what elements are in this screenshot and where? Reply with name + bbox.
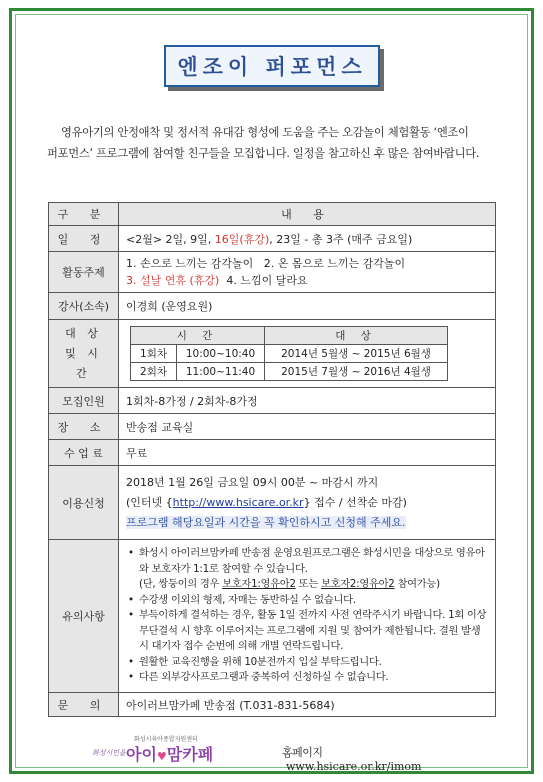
venue-row [49, 414, 496, 440]
target-row [49, 320, 496, 388]
target-col-target: 대 상 [265, 327, 448, 345]
logo-side-text: 화성시민을 [92, 749, 126, 757]
topics-label: 활동주제 [49, 252, 119, 293]
target-schedule-table [130, 326, 448, 381]
fee-label: 수 업 료 [49, 440, 119, 466]
notes-label: 유의사항 [49, 540, 119, 693]
logo-wordmark: 아이♥맘카페 [126, 745, 214, 764]
apply-notice: 프로그램 해당요일과 시간을 꼭 확인하시고 신청해 주세요. [126, 515, 406, 529]
intro-paragraph: 영유아기의 안정애착 및 정서적 유대감 형성에 도움을 주는 오감놀이 체험활동 ‘엔조이 퍼포먼스’ 프로그램에 참여할 친구들을 모집합니다. 일정을 참고하신 후 많은 참여바랍니다. [47, 126, 480, 160]
target-cell: 2015년 7월생 ~ 2016년 4월생 [265, 363, 448, 381]
program-info-table [48, 202, 496, 717]
homepage-line [282, 744, 452, 773]
header-label: 구 분 [49, 203, 119, 226]
capacity-row [49, 388, 496, 414]
imom-cafe-logo [92, 734, 222, 762]
topics-value [119, 252, 496, 293]
target-cell: 2014년 5월생 ~ 2015년 6월생 [265, 345, 448, 363]
fee-row [49, 440, 496, 466]
contact-value: 아이러브맘카페 반송점 (T.031-831-5684) [119, 693, 496, 717]
homepage-label: 홈페이지 [282, 746, 323, 759]
table-row [131, 363, 448, 381]
capacity-label: 모집인원 [49, 388, 119, 414]
capacity-value: 1회차-8가정 / 2회차-8가정 [119, 388, 496, 414]
venue-value: 반송점 교육실 [119, 414, 496, 440]
contact-row [49, 693, 496, 717]
apply-period: 2018년 1월 26일 금요일 09시 00분 ~ 마감시 까지 [126, 475, 379, 489]
twin-exception: (단, 쌍둥이의 경우 보호자1:영유아2 또는 보호자2:영유아2 참여가능) [139, 578, 440, 591]
logo-org-name: 화성시육아종합지원센터 [134, 736, 198, 743]
instructor-value: 이경희 (운영요원) [119, 293, 496, 320]
venue-label: 장 소 [49, 414, 119, 440]
time-cell: 11:00~11:40 [177, 363, 265, 381]
title-box [164, 45, 380, 87]
session-cell: 2회차 [131, 363, 177, 381]
target-label: 대 상 및 시 간 [49, 320, 119, 388]
table-header-row [49, 203, 496, 226]
schedule-row [49, 226, 496, 252]
topics-line-1: 1. 손으로 느끼는 감각놀이 2. 온 몸으로 느끼는 감각놀이 [126, 257, 406, 270]
contact-label: 문 의 [49, 693, 119, 717]
list-item: • 화성시 아이러브맘카페 반송점 운영요원프로그램은 화성시민을 대상으로 영유아와 보호자가 1:1로 참여할 수 있습니다. (단, 쌍둥이의 경우 보호자1:영유아2 또는 보호자2:영유아2 참여가능) [127, 546, 489, 593]
apply-label: 이용신청 [49, 466, 119, 540]
apply-value [119, 466, 496, 540]
instructor-label: 강사(소속) [49, 293, 119, 320]
schedule-prefix: <2월> 2일, 9일, [126, 232, 215, 246]
schedule-suffix: , 23일 - 총 3주 (매주 금요일) [269, 232, 413, 246]
time-cell: 10:00~10:40 [177, 345, 265, 363]
schedule-label: 일 정 [49, 226, 119, 252]
table-row [131, 345, 448, 363]
topics-holiday: 3. 설날 연휴 (휴강) [126, 274, 220, 287]
homepage-url-link[interactable]: www.hsicare.or.kr/imom [286, 760, 422, 773]
topics-row [49, 252, 496, 293]
apply-row [49, 466, 496, 540]
footer [92, 734, 452, 773]
target-value [119, 320, 496, 388]
list-item: • 다른 외부강사프로그램과 중복하여 신청하실 수 없습니다. [127, 670, 489, 686]
heart-icon: ♥ [156, 750, 167, 763]
apply-website-link[interactable]: http://www.hsicare.or.kr [172, 495, 304, 509]
topics-line-2 [126, 272, 488, 289]
apply-method: (인터넷 {http://www.hsicare.or.kr} 접수 / 선착순 마감) [126, 495, 407, 509]
instructor-row [49, 293, 496, 320]
schedule-value [119, 226, 496, 252]
page-title: 엔조이 퍼포먼스 [177, 55, 367, 79]
list-item: • 부득이하게 결석하는 경우, 활동 1일 전까지 사전 연락주시기 바랍니다. 1회 이상 무단결석 시 향후 이루어지는 프로그램에 지원 및 참여가 제한됩니다. 결원 발생 시 대기자 접수 순번에 의해 개별 연락드립니다. [127, 608, 489, 655]
schedule-holiday: 16일(휴강) [214, 232, 270, 246]
list-item: • 수강생 이외의 형제, 자매는 동반하실 수 없습니다. [127, 593, 489, 609]
target-table-header [131, 327, 448, 345]
fee-value: 무료 [119, 440, 496, 466]
session-cell: 1회차 [131, 345, 177, 363]
notes-list [127, 546, 489, 686]
notes-value [119, 540, 496, 693]
target-col-time: 시 간 [131, 327, 265, 345]
topics-line-2-rest: 4. 느낌이 달라요 [219, 274, 308, 287]
notes-row [49, 540, 496, 693]
header-value: 내 용 [119, 203, 496, 226]
list-item: • 원활한 교육진행을 위해 10분전까지 입실 부탁드립니다. [127, 655, 489, 671]
